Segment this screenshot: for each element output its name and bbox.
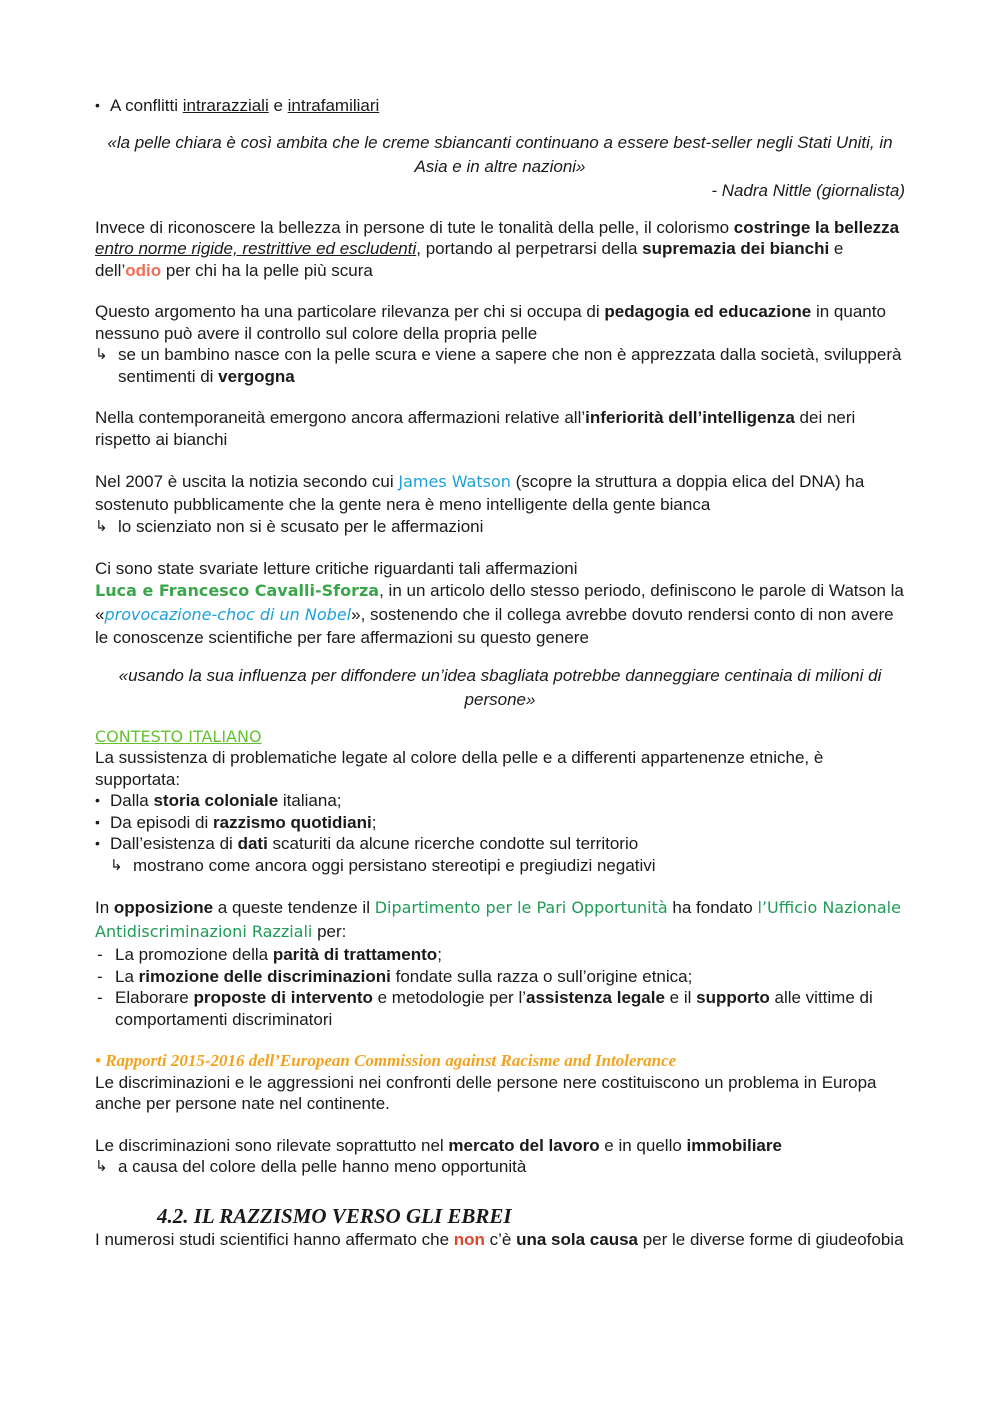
quote-watson: «usando la sua influenza per diffondere un’idea sbagliata potrebbe danneggiare centinaia di milioni di persone» bbox=[118, 665, 882, 709]
dash-item bbox=[95, 987, 905, 1030]
bold-text: pedagogia ed educazione bbox=[604, 302, 812, 321]
section-intro: La sussistenza di problematiche legate al colore della pelle e a differenti appartenenze etniche, è supportata: bbox=[95, 748, 824, 789]
bold-text: costringe la bellezza bbox=[733, 217, 900, 237]
text: Dalla bbox=[110, 791, 154, 810]
arrow-icon: ↳ bbox=[110, 855, 123, 874]
text: mostrano come ancora oggi persistano stereotipi e pregiudizi negativi bbox=[133, 855, 656, 875]
text: dei neri rispetto ai bianchi bbox=[95, 408, 856, 449]
paragraph-mercato bbox=[95, 1135, 905, 1157]
text: fondate sulla razza o sull’origine etnica; bbox=[390, 966, 693, 986]
text: , in un articolo dello stesso periodo, definiscono le parole di Watson la « bbox=[95, 581, 904, 624]
text: , portando al perpetrarsi della bbox=[416, 239, 643, 258]
bold-text: proposte di intervento bbox=[193, 988, 373, 1007]
text: scaturiti da alcune ricerche condotte sul territorio bbox=[267, 834, 639, 853]
text: lo scienziato non si è scusato per le affermazioni bbox=[118, 517, 484, 536]
bullet-conflitti bbox=[95, 95, 905, 117]
bold-text: parità di trattamento bbox=[272, 945, 438, 964]
bold-text: dati bbox=[237, 834, 268, 853]
text: c’è bbox=[484, 1229, 517, 1249]
highlighted-quote: provocazione-choc di un Nobel bbox=[104, 604, 352, 624]
bold-text: immobiliare bbox=[686, 1135, 782, 1155]
text: e in quello bbox=[599, 1135, 687, 1155]
text: ; bbox=[437, 945, 442, 964]
document-page bbox=[95, 95, 905, 1250]
bold-text: rimozione delle discriminazioni bbox=[138, 966, 391, 986]
text: italiana; bbox=[278, 791, 342, 810]
quote-attribution: - Nadra Nittle (giornalista) bbox=[711, 180, 905, 200]
bold-text: mercato del lavoro bbox=[448, 1135, 600, 1155]
paragraph-colorismo bbox=[95, 217, 905, 282]
paragraph-giudeofobia bbox=[95, 1229, 905, 1251]
paragraph-inferiorita bbox=[95, 407, 905, 450]
bold-text: opposizione bbox=[113, 898, 214, 917]
text: ; bbox=[371, 812, 377, 832]
text: La bbox=[115, 966, 139, 986]
ecri-report-title: • Rapporti 2015-2016 dell’European Commission against Racisme and Intolerance bbox=[95, 1051, 677, 1070]
text: Le discriminazioni sono rilevate soprattutto nel bbox=[95, 1135, 449, 1155]
bold-text: una sola causa bbox=[516, 1229, 638, 1249]
text: per le diverse forme di giudeofobia bbox=[638, 1229, 904, 1249]
text: (scopre la struttura a doppia elica del DNA) ha sostenuto pubblicamente che la gente nera è meno intelligente della gente bianca bbox=[95, 472, 865, 514]
arrow-icon: ↳ bbox=[95, 345, 108, 363]
underlined-term: intrafamiliari bbox=[287, 96, 380, 115]
text: per: bbox=[312, 922, 347, 941]
paragraph-pedagogia bbox=[95, 301, 905, 344]
dash-item bbox=[95, 944, 905, 966]
section-heading: 4.2. IL RAZZISMO VERSO GLI EBREI bbox=[157, 1203, 512, 1228]
text: Elaborare bbox=[115, 988, 194, 1007]
text: Da episodi di bbox=[110, 812, 214, 832]
text: La promozione della bbox=[115, 945, 273, 964]
arrow-note-scienziato bbox=[95, 516, 905, 538]
text: e dell’ bbox=[95, 239, 844, 280]
highlighted-name: l’Ufficio Nazionale Antidiscriminazioni Razziali bbox=[95, 898, 901, 941]
highlighted-name: Dipartimento per le Pari Opportunità bbox=[374, 898, 668, 917]
highlighted-name: Luca e Francesco Cavalli-Sforza bbox=[95, 581, 380, 600]
text: Invece di riconoscere la bellezza in persone di tute le tonalità della pelle, il colorismo bbox=[95, 217, 734, 237]
bold-text: assistenza legale bbox=[526, 988, 665, 1007]
arrow-note-vergogna bbox=[95, 344, 905, 387]
text: Nella contemporaneità emergono ancora affermazioni relative all’ bbox=[95, 408, 586, 427]
paragraph-cavalli-sforza bbox=[95, 579, 905, 650]
highlighted-name: James Watson bbox=[398, 472, 511, 491]
bold-text: razzismo quotidiani bbox=[213, 812, 372, 832]
list-item bbox=[95, 833, 905, 855]
text: Questo argomento ha una particolare rilevanza per chi si occupa di bbox=[95, 302, 605, 321]
text: A conflitti bbox=[110, 96, 183, 115]
paragraph-letture: Ci sono state svariate letture critiche riguardanti tali affermazioni bbox=[95, 558, 578, 578]
arrow-icon: ↳ bbox=[95, 517, 108, 535]
text: e il bbox=[664, 988, 697, 1007]
text: se un bambino nasce con la pelle scura e viene a sapere che non è apprezzata dalla società, svilupperà sentimenti di bbox=[118, 345, 902, 386]
text: Dall’esistenza di bbox=[110, 834, 238, 853]
bold-text: storia coloniale bbox=[153, 791, 279, 810]
text: », sostenendo che il collega avrebbe dovuto rendersi conto di non avere le conoscenze scientifiche per fare affermazioni su questo genere bbox=[95, 604, 894, 647]
highlighted-word: non bbox=[453, 1229, 485, 1249]
bold-text: inferiorità dell’intelligenza bbox=[585, 408, 795, 427]
underlined-italic-text: entro norme rigide, restrittive ed escludenti bbox=[95, 239, 417, 258]
section-title: CONTESTO ITALIANO bbox=[95, 726, 262, 746]
underlined-term: intrarazziali bbox=[182, 96, 269, 115]
text: alle vittime di comportamenti discriminatori bbox=[115, 988, 873, 1029]
highlighted-word: odio bbox=[125, 260, 162, 280]
list-item bbox=[95, 790, 905, 812]
arrow-icon: ↳ bbox=[95, 1157, 108, 1175]
list-item bbox=[95, 812, 905, 834]
text: per chi ha la pelle più scura bbox=[161, 260, 373, 280]
text: a causa del colore della pelle hanno meno opportunità bbox=[118, 1157, 527, 1176]
text: In bbox=[95, 898, 114, 917]
text: Nel 2007 è uscita la notizia secondo cui bbox=[95, 472, 399, 491]
text: e bbox=[268, 96, 288, 115]
paragraph-ecri: Le discriminazioni e le aggressioni nei confronti delle persone nere costituiscono un problema in Europa anche per persone nate nel continente. bbox=[95, 1072, 877, 1113]
paragraph-watson bbox=[95, 470, 905, 516]
text: in quanto nessuno può avere il controllo sul colore della propria pelle bbox=[95, 302, 886, 343]
arrow-note-opportunita bbox=[95, 1156, 905, 1178]
text: ha fondato bbox=[667, 898, 758, 917]
arrow-note-stereotipi bbox=[95, 855, 905, 877]
text: a queste tendenze il bbox=[213, 898, 375, 917]
text: I numerosi studi scientifici hanno affermato che bbox=[95, 1229, 454, 1249]
bold-text: supremazia dei bianchi bbox=[642, 239, 830, 258]
text: e metodologie per l’ bbox=[372, 988, 526, 1007]
paragraph-unar bbox=[95, 896, 905, 944]
dash-item bbox=[95, 966, 905, 988]
bold-text: vergogna bbox=[218, 366, 295, 386]
bold-text: supporto bbox=[696, 988, 770, 1007]
quote-nittle: «la pelle chiara è così ambita che le creme sbiancanti continuano a essere best-seller negli Stati Uniti, in Asia e in altre nazioni» bbox=[107, 132, 893, 176]
